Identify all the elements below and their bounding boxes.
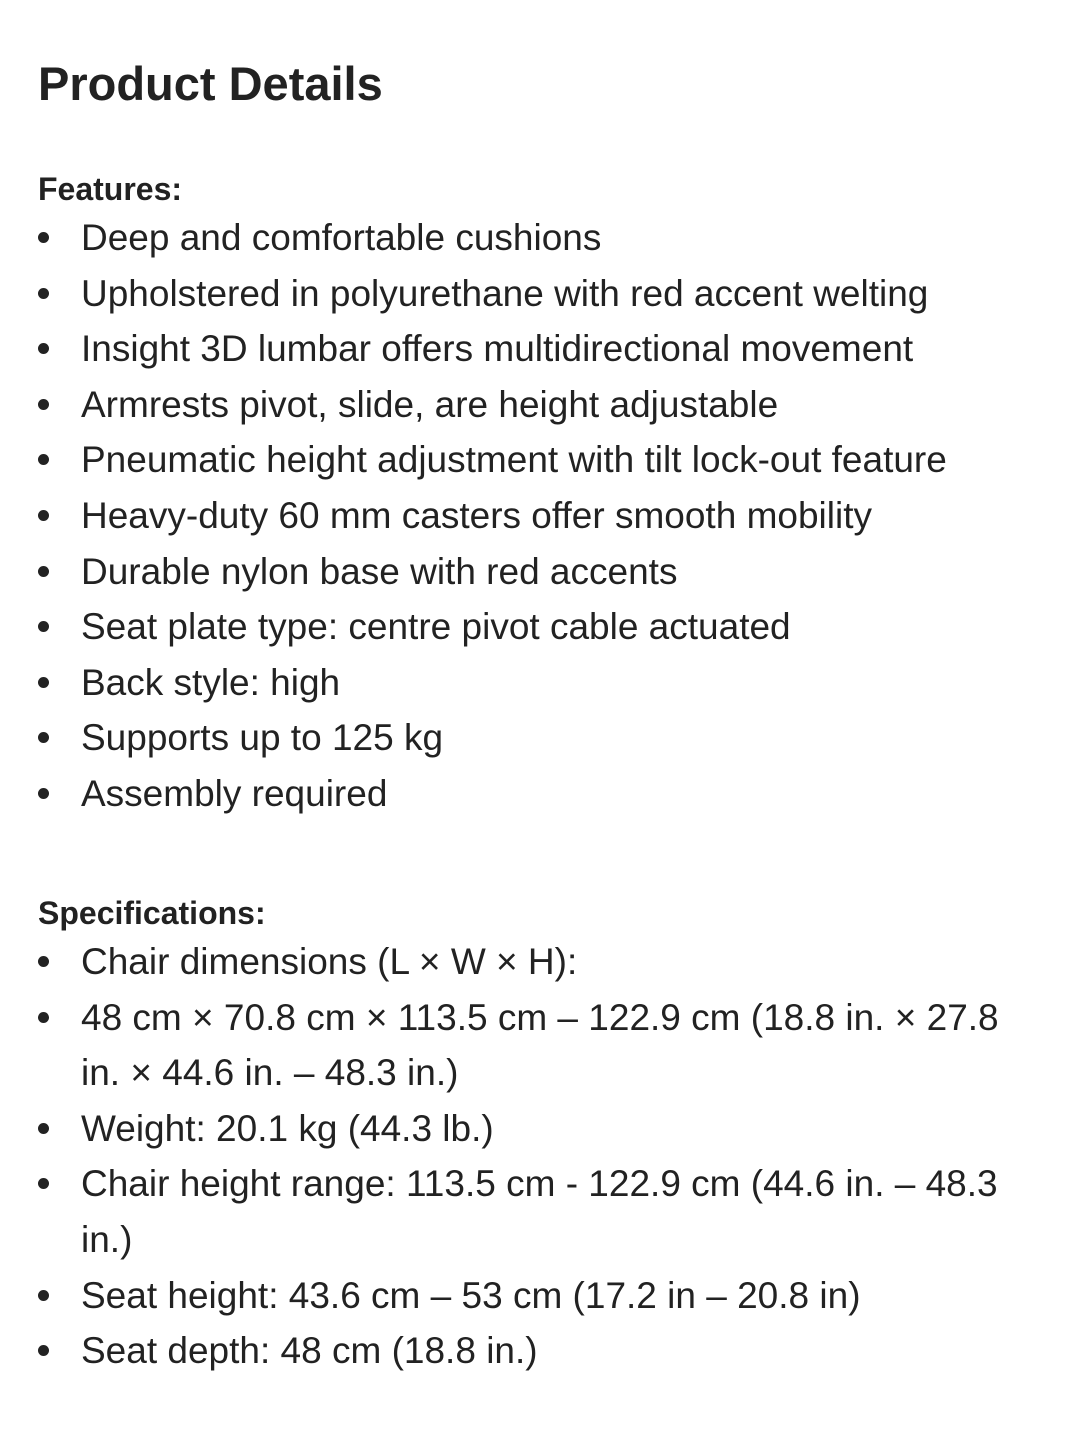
bullet-icon <box>38 510 49 521</box>
bullet-icon <box>38 454 49 465</box>
page-title: Product Details <box>38 57 383 110</box>
specifications-section <box>38 892 1042 1379</box>
feature-item <box>38 599 1042 655</box>
bullet-icon <box>38 1178 49 1189</box>
bullet-icon <box>38 399 49 410</box>
specification-item <box>38 1101 1042 1157</box>
feature-item <box>38 432 1042 488</box>
specification-item <box>38 1156 1042 1267</box>
bullet-icon <box>38 621 49 632</box>
feature-text: Insight 3D lumbar offers multidirectional movement <box>81 328 914 370</box>
feature-item <box>38 266 1042 322</box>
specification-item <box>38 1268 1042 1324</box>
feature-item <box>38 766 1042 822</box>
specification-text: Chair height range: 113.5 cm - 122.9 cm (44.6 in. – 48.3 in.) <box>81 1163 998 1260</box>
specifications-list <box>38 934 1042 1379</box>
feature-item <box>38 544 1042 600</box>
bullet-icon <box>38 956 49 967</box>
feature-text: Durable nylon base with red accents <box>81 550 678 592</box>
specification-text: Seat height: 43.6 cm – 53 cm (17.2 in – 20.8 in) <box>81 1274 861 1316</box>
feature-text: Upholstered in polyurethane with red accent welting <box>81 272 929 314</box>
specification-item <box>38 1323 1042 1379</box>
specifications-heading: Specifications: <box>38 895 266 931</box>
features-section <box>38 168 1042 822</box>
bullet-icon <box>38 1345 49 1356</box>
specification-item <box>38 934 1042 990</box>
feature-text: Back style: high <box>81 661 341 703</box>
bullet-icon <box>38 1290 49 1301</box>
feature-item <box>38 321 1042 377</box>
bullet-icon <box>38 343 49 354</box>
feature-text: Pneumatic height adjustment with tilt lock-out feature <box>81 439 947 481</box>
bullet-icon <box>38 788 49 799</box>
features-list <box>38 210 1042 822</box>
bullet-icon <box>38 288 49 299</box>
specification-text: Seat depth: 48 cm (18.8 in.) <box>81 1330 538 1372</box>
specification-text: Chair dimensions (L × W × H): <box>81 941 578 982</box>
feature-text: Seat plate type: centre pivot cable actuated <box>81 606 791 648</box>
features-heading: Features: <box>38 171 183 207</box>
bullet-icon <box>38 1123 49 1134</box>
feature-item <box>38 377 1042 433</box>
feature-text: Armrests pivot, slide, are height adjustable <box>81 383 779 425</box>
bullet-icon <box>38 677 49 688</box>
specification-text: Weight: 20.1 kg (44.3 lb.) <box>81 1107 494 1149</box>
feature-item <box>38 210 1042 266</box>
specification-text: 48 cm × 70.8 cm × 113.5 cm – 122.9 cm (18.8 in. × 27.8 in. × 44.6 in. – 48.3 in.) <box>81 996 999 1094</box>
specification-item <box>38 990 1042 1101</box>
bullet-icon <box>38 732 49 743</box>
feature-text: Deep and comfortable cushions <box>81 217 602 258</box>
feature-item <box>38 710 1042 766</box>
feature-text: Supports up to 125 kg <box>81 717 444 759</box>
feature-text: Assembly required <box>81 772 388 814</box>
feature-item <box>38 488 1042 544</box>
bullet-icon <box>38 232 49 243</box>
bullet-icon <box>38 1012 49 1023</box>
feature-item <box>38 655 1042 711</box>
bullet-icon <box>38 566 49 577</box>
feature-text: Heavy-duty 60 mm casters offer smooth mobility <box>81 494 872 536</box>
